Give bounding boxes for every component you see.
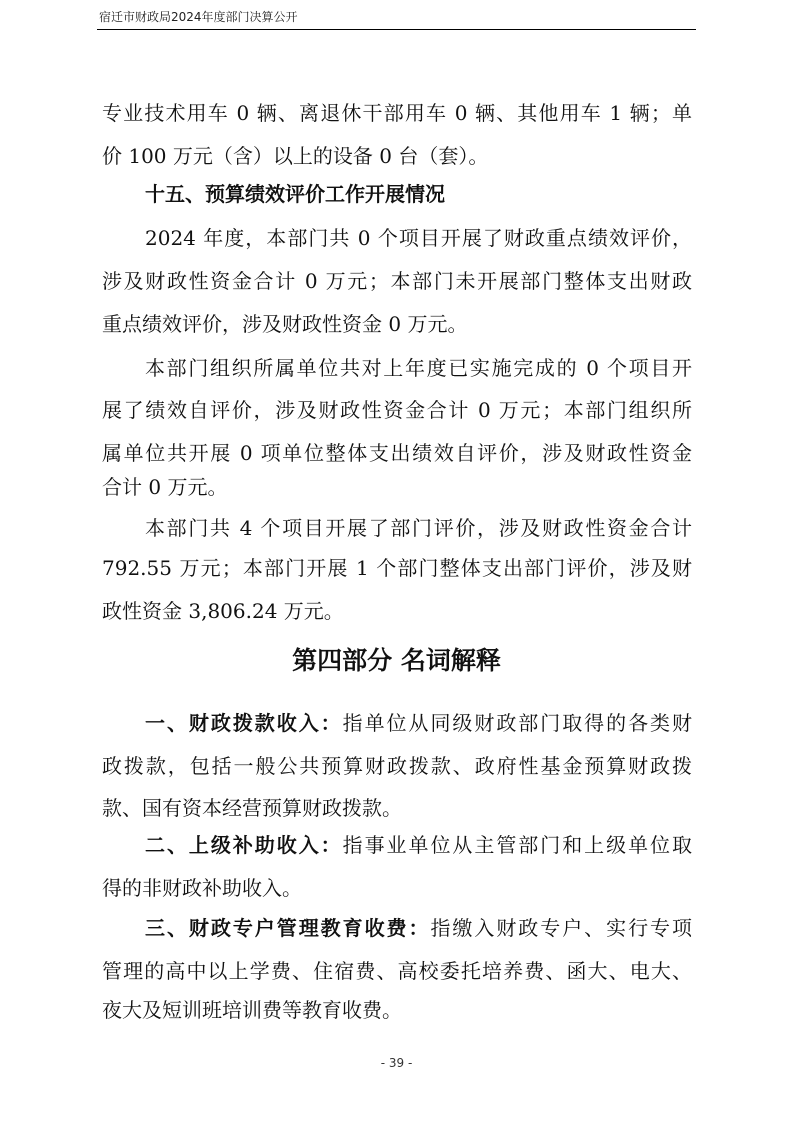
term-text: 指单位从同级财政部门取得的各类财 <box>342 711 692 735</box>
body-line: 展了绩效自评价，涉及财政性资金合计 0 万元；本部门组织所 <box>102 398 692 422</box>
body-line: 合计 0 万元。 <box>102 475 228 499</box>
body-line: 重点绩效评价，涉及财政性资金 0 万元。 <box>102 312 468 336</box>
term-definition-line <box>145 832 692 858</box>
body-line: 涉及财政性资金合计 0 万元；本部门未开展部门整体支出财政 <box>102 269 692 293</box>
body-line: 管理的高中以上学费、住宿费、高校委托培养费、函大、电大、 <box>102 959 692 983</box>
term-label: 三、财政专户管理教育收费： <box>145 916 431 940</box>
body-line: 政性资金 3,806.24 万元。 <box>102 599 344 623</box>
body-line: 政拨款，包括一般公共预算财政拨款、政府性基金预算财政拨 <box>102 754 692 778</box>
term-definition-line <box>145 710 692 736</box>
body-line: 本部门共 4 个项目开展了部门评价，涉及财政性资金合计 <box>145 516 692 540</box>
body-line: 得的非财政补助收入。 <box>102 876 302 900</box>
page-header-title: 宿迁市财政局2024年度部门决算公开 <box>99 10 298 24</box>
body-line: 属单位共开展 0 项单位整体支出绩效自评价，涉及财政性资金 <box>102 441 692 465</box>
body-line: 价 100 万元（含）以上的设备 0 台（套）。 <box>102 144 489 168</box>
page-number: - 39 - <box>380 1056 413 1070</box>
term-definition-line <box>145 915 692 941</box>
body-line: 本部门组织所属单位共对上年度已实施完成的 0 个项目开 <box>145 356 692 380</box>
term-text: 指事业单位从主管部门和上级单位取 <box>342 833 692 857</box>
section-heading-performance-evaluation: 十五、预算绩效评价工作开展情况 <box>145 182 445 206</box>
body-line: 792.55 万元；本部门开展 1 个部门整体支出部门评价，涉及财 <box>102 556 692 580</box>
part-title: 第四部分 名词解释 <box>292 646 501 675</box>
body-line: 款、国有资本经营预算财政拨款。 <box>102 796 402 820</box>
term-label: 一、财政拨款收入： <box>145 711 343 735</box>
term-label: 二、上级补助收入： <box>145 833 343 857</box>
term-text: 指缴入财政专户、实行专项 <box>430 916 693 940</box>
body-line: 夜大及短训班培训费等教育收费。 <box>102 998 402 1022</box>
body-line: 2024 年度，本部门共 0 个项目开展了财政重点绩效评价， <box>145 226 692 250</box>
body-line: 专业技术用车 0 辆、离退休干部用车 0 辆、其他用车 1 辆；单 <box>102 101 692 125</box>
header-divider <box>97 29 696 30</box>
